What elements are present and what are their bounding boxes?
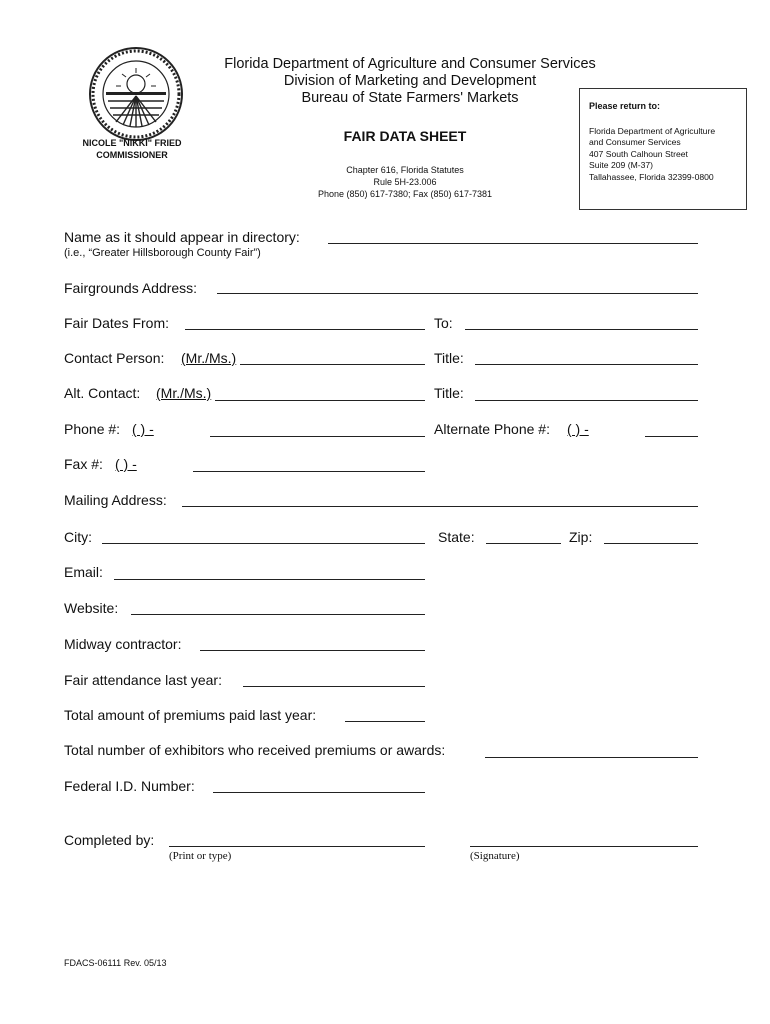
phone-field[interactable] [210,436,425,437]
fax-field[interactable] [193,471,425,472]
fax-label: Fax #: [64,456,103,472]
signature-field[interactable] [470,846,698,847]
statutes-chapter: Chapter 616, Florida Statutes [346,165,464,175]
alt-phone-prefix: ( ) - [567,421,589,437]
email-field[interactable] [114,579,425,580]
page-title: FAIR DATA SHEET [343,128,467,144]
exhibitors-label: Total number of exhibitors who received premiums or awards: [64,742,446,758]
midway-contractor-label: Midway contractor: [64,636,182,652]
fax-prefix: ( ) - [115,456,137,472]
name-directory-label: Name as it should appear in directory: [64,229,300,245]
fair-dates-to-field[interactable] [465,329,698,330]
alt-contact-prefix: (Mr./Ms.) [156,385,212,401]
division-name: Division of Marketing and Development [283,73,537,89]
fair-dates-to-label: To: [434,315,453,331]
city-label: City: [64,529,92,545]
print-name-field[interactable] [169,846,425,847]
premiums-paid-field[interactable] [345,721,425,722]
return-address: Florida Department of Agriculture and Consumer Services 407 South Calhoun Street Suite 209 (M-37) Tallahassee, Florida 32399-0800 [589,126,716,182]
alt-title-field[interactable] [475,400,698,401]
fair-attendance-field[interactable] [243,686,425,687]
phone-label: Phone #: [64,421,121,437]
exhibitors-field[interactable] [485,757,698,758]
name-directory-field[interactable] [328,243,698,244]
commissioner-title: COMMISSIONER [96,150,168,160]
completed-by-label: Completed by: [64,832,155,848]
signature-caption: (Signature) [470,850,520,862]
city-field[interactable] [102,543,425,544]
commissioner-block [52,137,212,161]
commissioner-name: NICOLE "NIKKI" FRIED [82,138,182,148]
department-name: Florida Department of Agriculture and Consumer Services [224,56,596,72]
statutes-rule: Rule 5H-23.006 [373,177,437,187]
federal-id-label: Federal I.D. Number: [64,778,195,794]
print-caption: (Print or type) [169,850,232,862]
website-label: Website: [64,600,119,616]
website-field[interactable] [131,614,425,615]
alt-title-label: Title: [434,385,464,401]
department-header [200,56,620,107]
contact-title-field[interactable] [475,364,698,365]
alt-contact-field[interactable] [215,400,425,401]
phone-fax-line: Phone (850) 617-7380; Fax (850) 617-7381 [317,189,493,199]
alternate-phone-field[interactable] [645,436,698,437]
mailing-address-label: Mailing Address: [64,492,167,508]
bureau-name: Bureau of State Farmers' Markets [301,90,519,106]
zip-label: Zip: [569,529,593,545]
fair-attendance-label: Fair attendance last year: [64,672,222,688]
statutes-block [280,164,530,200]
email-label: Email: [64,564,103,580]
phone-prefix: ( ) - [132,421,154,437]
fair-dates-from-label: Fair Dates From: [64,315,170,331]
zip-field[interactable] [604,543,698,544]
contact-person-field[interactable] [240,364,425,365]
state-label: State: [438,529,475,545]
return-address-box [579,88,747,210]
return-title: Please return to: [589,101,661,111]
fair-dates-from-field[interactable] [185,329,425,330]
contact-title-label: Title: [434,350,464,366]
form-number: FDACS-06111 Rev. 05/13 [64,958,167,968]
federal-id-field[interactable] [213,792,425,793]
contact-prefix: (Mr./Ms.) [181,350,237,366]
fairgrounds-address-field[interactable] [217,293,698,294]
contact-person-label: Contact Person: [64,350,165,366]
name-example-text: (i.e., “Greater Hillsborough County Fair”) [64,247,261,259]
premiums-paid-label: Total amount of premiums paid last year: [64,707,317,723]
state-field[interactable] [486,543,561,544]
alt-contact-label: Alt. Contact: [64,385,141,401]
mailing-address-field[interactable] [182,506,698,507]
department-seal [88,46,184,142]
alternate-phone-label: Alternate Phone #: [434,421,550,437]
fairgrounds-address-label: Fairgrounds Address: [64,280,198,296]
midway-contractor-field[interactable] [200,650,425,651]
